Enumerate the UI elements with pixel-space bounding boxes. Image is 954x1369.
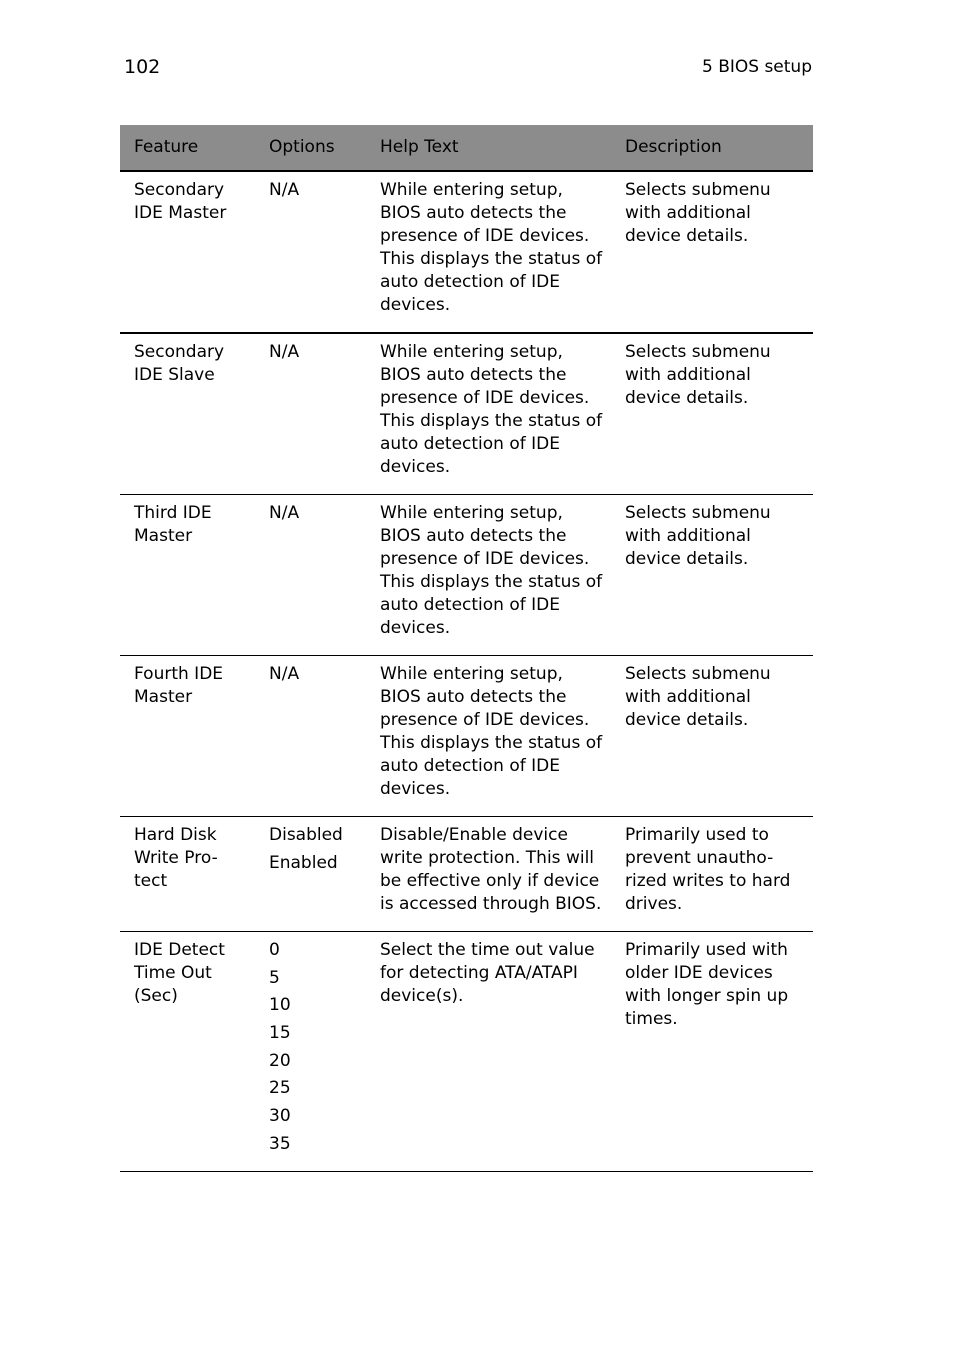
feature-cell: Secondary IDE Slave: [134, 342, 225, 385]
feature-cell: Third IDE Master: [134, 503, 212, 546]
header-description: Description: [612, 125, 813, 171]
table-header-row: [120, 125, 813, 171]
table-row: [120, 495, 813, 656]
option-value: N/A: [269, 342, 300, 362]
options-cell: [256, 171, 367, 333]
option-value: N/A: [269, 180, 300, 200]
option-value: 35: [269, 1133, 291, 1154]
option-value: N/A: [269, 664, 300, 684]
help-text-cell: While entering setup, BIOS auto detects the presence of IDE devices. This displays the status of auto detection of IDE devices.: [380, 503, 603, 638]
header-feature: Feature: [120, 125, 256, 171]
help-text-cell: Select the time out value for detecting ATA/ATAPI device(s).: [380, 940, 595, 1006]
chapter-header: 5 BIOS setup: [701, 57, 812, 77]
options-cell: [256, 932, 367, 1172]
option-value: 5: [269, 967, 280, 988]
option-value: 20: [269, 1050, 291, 1071]
help-text-cell: While entering setup, BIOS auto detects the presence of IDE devices. This displays the status of auto detection of IDE devices.: [380, 664, 603, 799]
feature-cell: Fourth IDE Master: [134, 664, 224, 707]
feature-cell: Secondary IDE Master: [134, 180, 227, 223]
help-text-cell: Disable/Enable device write protection. This will be effective only if device is accessed through BIOS.: [380, 825, 602, 914]
option-value: 30: [269, 1106, 291, 1127]
option-value: Enabled: [269, 852, 338, 873]
description-cell: Primarily used with older IDE devices with longer spin up times.: [625, 940, 789, 1029]
table-row: [120, 171, 813, 333]
page-number: 102: [124, 56, 161, 78]
table-row: [120, 333, 813, 495]
bios-settings-table: [120, 125, 813, 1172]
option-value: 0: [269, 940, 280, 960]
option-value: N/A: [269, 503, 300, 523]
description-cell: Selects submenu with additional device details.: [625, 342, 771, 408]
header-options: Options: [256, 125, 367, 171]
feature-cell: Hard Disk Write Pro-tect: [134, 825, 218, 891]
options-cell: [256, 333, 367, 495]
option-value: 10: [269, 995, 291, 1016]
options-cell: [256, 656, 367, 817]
description-cell: Primarily used to prevent unautho-rized writes to hard drives.: [625, 825, 791, 914]
description-cell: Selects submenu with additional device details.: [625, 180, 771, 246]
option-value: 25: [269, 1078, 291, 1099]
option-value: 15: [269, 1023, 291, 1044]
option-value: Disabled: [269, 825, 343, 845]
description-cell: Selects submenu with additional device details.: [625, 664, 771, 730]
options-cell: [256, 495, 367, 656]
feature-cell: IDE Detect Time Out (Sec): [134, 940, 225, 1006]
help-text-cell: While entering setup, BIOS auto detects the presence of IDE devices. This displays the status of auto detection of IDE devices.: [380, 180, 603, 315]
options-cell: [256, 817, 367, 932]
table-row: [120, 656, 813, 817]
table-row: [120, 817, 813, 932]
table-row: [120, 932, 813, 1172]
help-text-cell: While entering setup, BIOS auto detects the presence of IDE devices. This displays the status of auto detection of IDE devices.: [380, 342, 603, 477]
description-cell: Selects submenu with additional device details.: [625, 503, 771, 569]
header-help-text: Help Text: [367, 125, 612, 171]
